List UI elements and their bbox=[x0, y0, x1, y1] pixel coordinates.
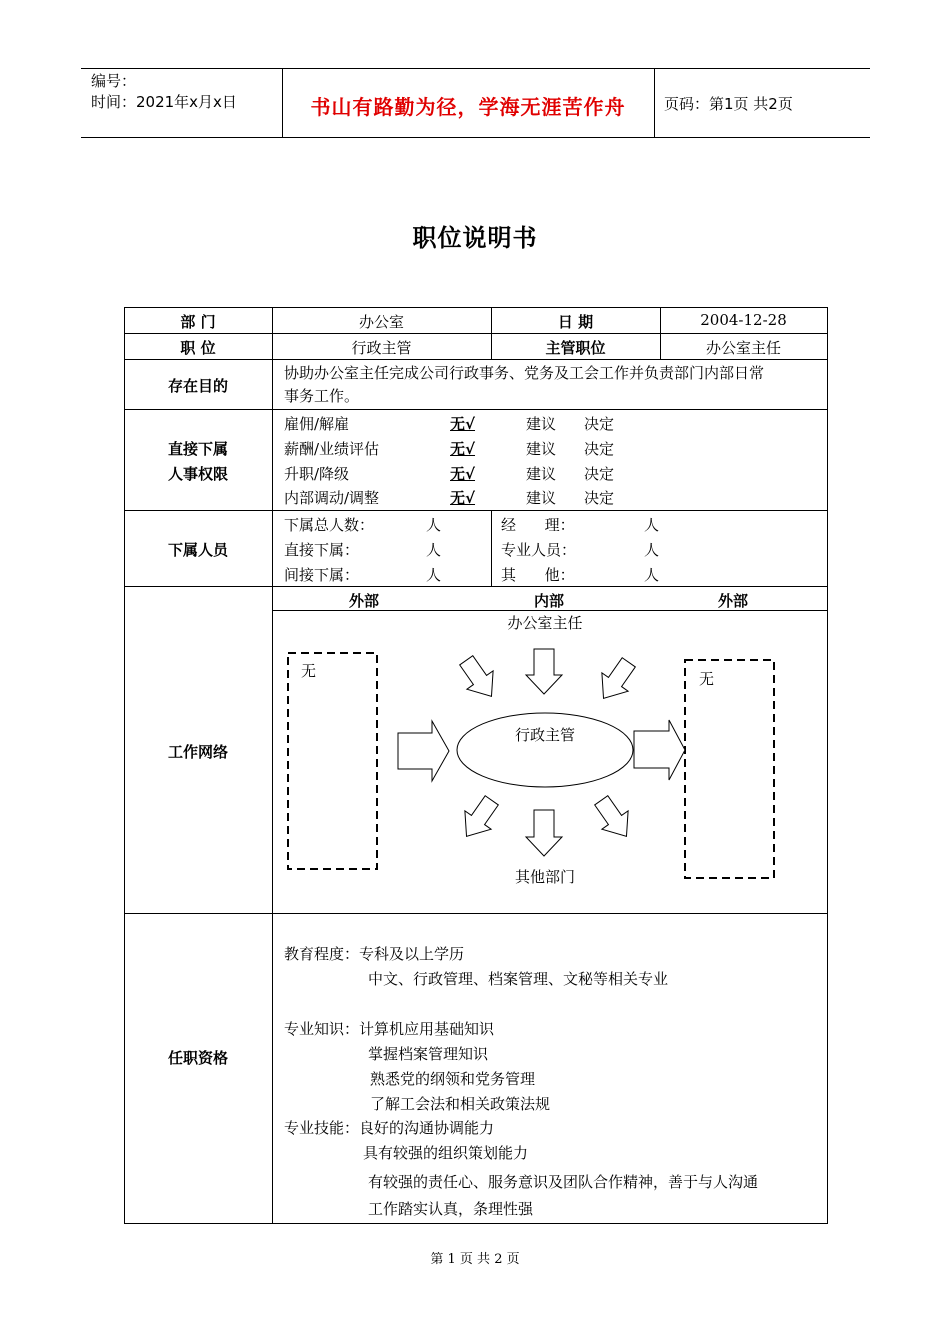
row-divider bbox=[124, 913, 827, 914]
top-right-diagonal-arrow bbox=[590, 653, 641, 707]
qualifications-label: 任职资格 bbox=[167, 1049, 228, 1067]
header-motto: 书山有路勤为径，学海无涯苦作舟 bbox=[310, 95, 626, 119]
position-label: 职 位 bbox=[180, 339, 216, 357]
network-header-external: 外部 bbox=[717, 592, 748, 610]
position-value: 行政主管 bbox=[351, 339, 412, 357]
qual-line: 有较强的责任心、服务意识及团队合作精神，善于与人沟通 bbox=[368, 1173, 759, 1191]
hr-label-line: 直接下属 bbox=[167, 440, 228, 458]
network-header-external: 外部 bbox=[348, 592, 379, 610]
left-external-box bbox=[288, 653, 377, 869]
network-left-box-text: 无 bbox=[301, 662, 317, 680]
qual-line: 工作踏实认真，条理性强 bbox=[368, 1200, 534, 1218]
sub-right-unit: 人 bbox=[644, 566, 660, 584]
hr-none-check: 无√ bbox=[450, 465, 476, 483]
hr-item: 内部调动/调整 bbox=[284, 489, 380, 507]
qual-line: 了解工会法和相关政策法规 bbox=[370, 1095, 551, 1113]
qual-line: 掌握档案管理知识 bbox=[368, 1045, 489, 1063]
sub-left-label: 直接下属： bbox=[284, 541, 360, 559]
sub-left-label: 间接下属： bbox=[284, 566, 360, 584]
work-network-label: 工作网络 bbox=[167, 743, 228, 761]
sub-left-unit: 人 bbox=[426, 516, 442, 534]
hr-item: 升职/降级 bbox=[284, 465, 350, 483]
sub-left-unit: 人 bbox=[426, 541, 442, 559]
right-external-box bbox=[685, 660, 774, 878]
document-title: 职位说明书 bbox=[412, 224, 538, 252]
dept-label: 部 门 bbox=[180, 313, 216, 331]
hr-none-check: 无√ bbox=[450, 489, 476, 507]
row-divider bbox=[124, 510, 827, 511]
header-page-info: 页码：第1页 共2页 bbox=[664, 95, 793, 113]
dept-value: 办公室 bbox=[358, 313, 404, 331]
row-divider bbox=[124, 359, 827, 360]
hr-decide: 决定 bbox=[584, 440, 615, 458]
sub-left-unit: 人 bbox=[426, 566, 442, 584]
purpose-line: 协助办公室主任完成公司行政事务、党务及工会工作并负责部门内部日常 bbox=[284, 364, 765, 382]
row-divider bbox=[124, 409, 827, 410]
hr-label-line: 人事权限 bbox=[167, 465, 228, 483]
hr-decide: 决定 bbox=[584, 415, 615, 433]
hr-decide: 决定 bbox=[584, 465, 615, 483]
right-right-arrow bbox=[634, 720, 685, 780]
hr-item: 薪酬/业绩评估 bbox=[284, 440, 380, 458]
date-value: 2004-12-28 bbox=[700, 311, 787, 329]
purpose-line: 事务工作。 bbox=[284, 387, 360, 405]
hr-suggest: 建议 bbox=[526, 440, 557, 458]
qual-line: 熟悉党的纲领和党务管理 bbox=[370, 1070, 536, 1088]
header-divider bbox=[654, 69, 655, 137]
hr-suggest: 建议 bbox=[526, 489, 557, 507]
bottom-down-arrow bbox=[526, 810, 562, 856]
top-left-diagonal-arrow bbox=[453, 651, 504, 705]
sub-right-label: 经 理： bbox=[501, 516, 575, 534]
qual-line: 专业技能：良好的沟通协调能力 bbox=[284, 1119, 495, 1137]
network-right-box-text: 无 bbox=[699, 670, 715, 688]
purpose-label: 存在目的 bbox=[167, 377, 228, 395]
page-header bbox=[81, 68, 870, 138]
header-time: 时间：2021年x月x日 bbox=[91, 93, 237, 111]
hr-none-check: 无√ bbox=[450, 415, 476, 433]
network-top-node: 办公室主任 bbox=[507, 614, 583, 632]
row-divider bbox=[124, 333, 827, 334]
qual-line: 中文、行政管理、档案管理、文秘等相关专业 bbox=[368, 970, 669, 988]
header-meta bbox=[91, 71, 237, 113]
hr-decide: 决定 bbox=[584, 489, 615, 507]
hr-authority-label bbox=[124, 437, 272, 487]
supervisor-value: 办公室主任 bbox=[705, 339, 781, 357]
column-divider bbox=[491, 510, 492, 586]
row-divider bbox=[124, 586, 827, 587]
page-footer: 第 1 页 共 2 页 bbox=[430, 1252, 520, 1267]
sub-right-label: 专业人员： bbox=[501, 541, 577, 559]
qual-line: 专业知识：计算机应用基础知识 bbox=[284, 1020, 495, 1038]
network-header-internal: 内部 bbox=[533, 592, 564, 610]
sub-left-label: 下属总人数： bbox=[284, 516, 375, 534]
bottom-right-diagonal-arrow bbox=[588, 791, 639, 845]
supervisor-label: 主管职位 bbox=[545, 339, 606, 357]
hr-item: 雇佣/解雇 bbox=[284, 415, 350, 433]
bottom-left-diagonal-arrow bbox=[453, 791, 504, 845]
left-right-arrow bbox=[398, 721, 449, 781]
subordinates-label: 下属人员 bbox=[167, 541, 228, 559]
network-center-node: 行政主管 bbox=[514, 726, 575, 744]
header-number: 编号： bbox=[91, 72, 137, 90]
sub-right-unit: 人 bbox=[644, 541, 660, 559]
top-down-arrow bbox=[526, 649, 562, 694]
qual-line: 具有较强的组织策划能力 bbox=[363, 1144, 529, 1162]
hr-suggest: 建议 bbox=[526, 465, 557, 483]
qual-line: 教育程度：专科及以上学历 bbox=[284, 945, 465, 963]
hr-suggest: 建议 bbox=[526, 415, 557, 433]
sub-right-label: 其 他： bbox=[501, 566, 575, 584]
date-label: 日 期 bbox=[557, 313, 594, 331]
hr-none-check: 无√ bbox=[450, 440, 476, 458]
network-bottom-node: 其他部门 bbox=[514, 868, 575, 886]
job-description-table bbox=[124, 307, 827, 1223]
sub-right-unit: 人 bbox=[644, 516, 660, 534]
